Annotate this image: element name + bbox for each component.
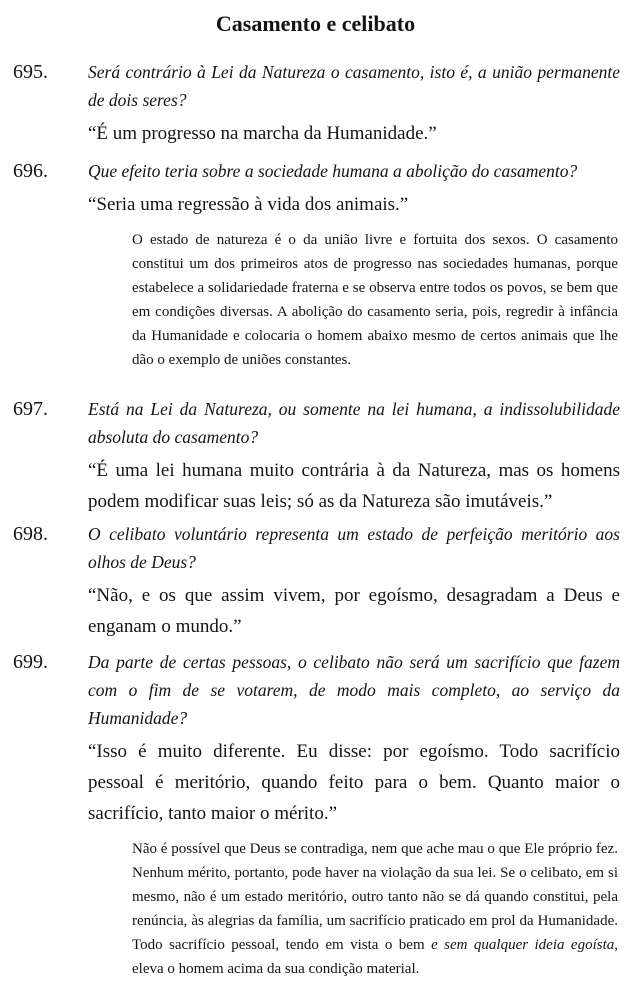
answer-text: “É um progresso na marcha da Humanidade.” xyxy=(88,123,437,144)
question-text: O celibato voluntário representa um estado de perfeição meritório aos olhos de Deus? xyxy=(88,524,620,572)
question-item-696 xyxy=(0,157,631,372)
question-text: Que efeito teria sobre a sociedade humana a abolição do casamento? xyxy=(88,161,578,181)
commentary-part: , eleva o homem acima da sua condição material. xyxy=(132,937,618,977)
answer-text: “É uma lei humana muito contrária à da Natureza, mas os homens podem modificar suas leis; só as da Natureza são imutáveis.” xyxy=(88,460,620,512)
commentary-text xyxy=(132,837,618,981)
question-number: 699. xyxy=(13,651,48,673)
question-block xyxy=(88,395,620,517)
commentary-emphasis: e sem qualquer ideia egoísta xyxy=(431,937,615,953)
question-item-699 xyxy=(0,648,631,981)
answer-text: “Isso é muito diferente. Eu disse: por egoísmo. Todo sacrifício pessoal é meritório, quando feito para o bem. Quanto maior o sacrifício, tanto maior o mérito.” xyxy=(88,741,620,824)
question-number: 697. xyxy=(13,398,48,420)
question-text: Está na Lei da Natureza, ou somente na lei humana, a indissolubilidade absoluta do casamento? xyxy=(88,399,620,447)
question-number: 698. xyxy=(13,523,48,545)
question-item-695 xyxy=(0,58,631,149)
question-number: 695. xyxy=(13,61,48,83)
commentary-part: Não é possível que Deus se contradiga, nem que ache mau o que Ele próprio fez. Nenhum mérito, portanto, pode haver na violação da sua lei. Se o celibato, em si mesmo, não é um estado meritório, outro tanto não se dá quando constitui, pela renúncia, às alegrias da família, um sacrifício praticado em prol da Humanidade. Todo sacrifício pessoal, tendo em vista o bem xyxy=(132,841,618,953)
question-text: Será contrário à Lei da Natureza o casamento, isto é, a união permanente de dois seres? xyxy=(88,62,620,110)
question-item-698 xyxy=(0,520,631,642)
question-item-697 xyxy=(0,395,631,517)
question-number: 696. xyxy=(13,160,48,182)
answer-text: “Seria uma regressão à vida dos animais.” xyxy=(88,194,409,215)
question-block xyxy=(88,648,620,981)
commentary-text: O estado de natureza é o da união livre e fortuita dos sexos. O casamento constitui um dos primeiros atos de progresso nas sociedades humanas, porque estabelece a solidariedade fraterna e se observa entre todos os povos, se bem que em condições diversas. A abolição do casamento seria, pois, regredir à infância da Humanidade e colocaria o homem abaixo mesmo de certos animais que lhe dão o exemplo de uniões constantes. xyxy=(132,232,618,368)
question-block xyxy=(88,520,620,642)
question-block xyxy=(88,58,620,149)
answer-text: “Não, e os que assim vivem, por egoísmo, desagradam a Deus e enganam o mundo.” xyxy=(88,585,620,637)
section-title: Casamento e celibato xyxy=(215,11,416,36)
question-text: Da parte de certas pessoas, o celibato não será um sacrifício que fazem com o fim de se votarem, de modo mais completo, ao serviço da Humanidade? xyxy=(88,652,620,728)
question-block xyxy=(88,157,620,372)
